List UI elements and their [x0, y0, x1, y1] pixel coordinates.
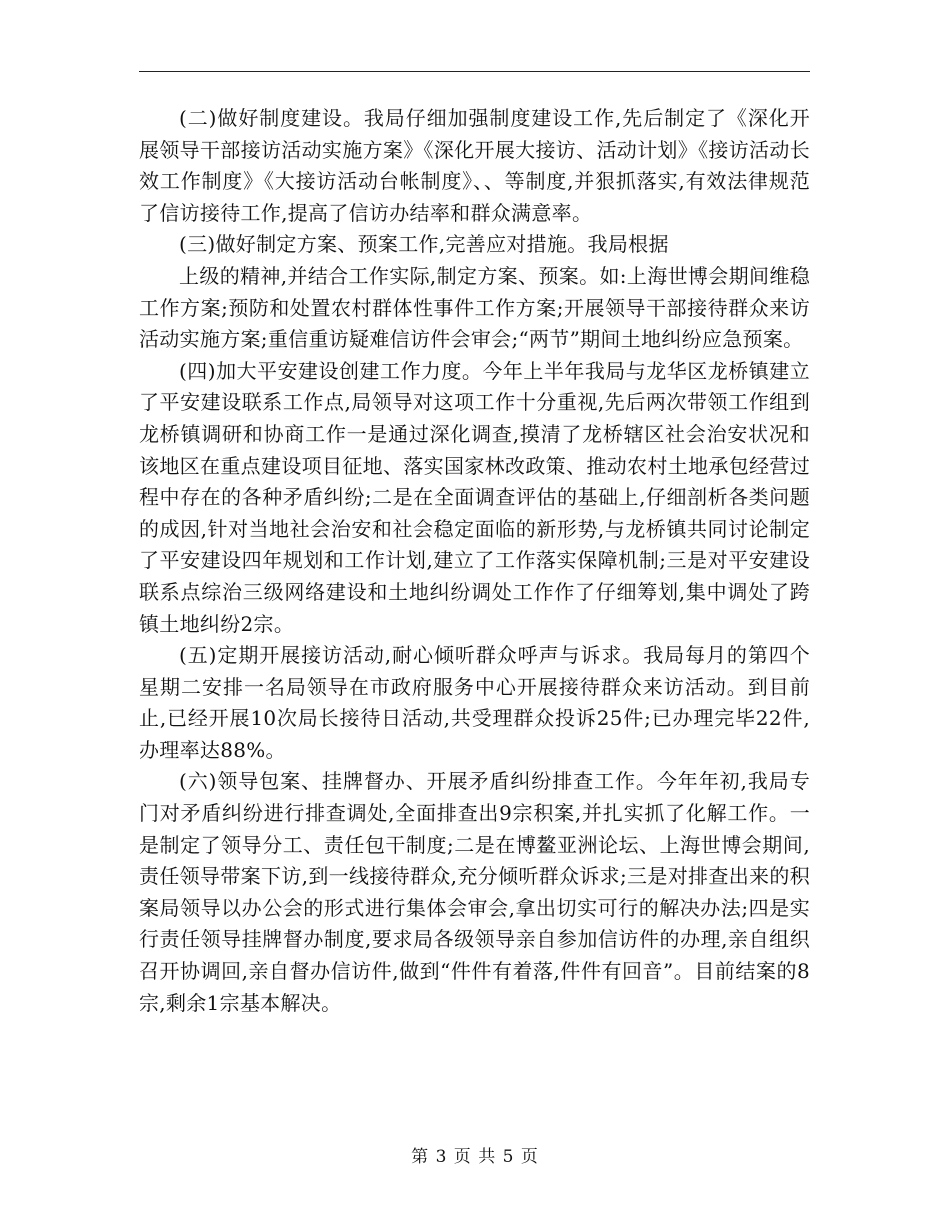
paragraph-safety-construction: (四)加大平安建设创建工作力度。今年上半年我局与龙华区龙桥镇建立了平安建设联系工作点,局领导对这项工作十分重视,先后两次带领工作组到龙桥镇调研和协商工作一是通过深化调查,摸清了龙桥辖区社会治安状况和该地区在重点建设项目征地、落实国家林改政策、推动农村土地承包经营过程中存在的各种矛盾纠纷;二是在全面调查评估的基础上,仔细剖析各类问题的成因,针对当地社会治安和社会稳定面临的新形势,与龙桥镇共同讨论制定了平安建设四年规划和工作计划,建立了工作落实保障机制;三是对平安建设联系点综治三级网络建设和土地纠纷调处工作作了仔细筹划,集中调处了跨镇土地纠纷2宗。: [139, 358, 810, 636]
document-body: [139, 103, 810, 1019]
paragraph-reception-activities: (五)定期开展接访活动,耐心倾听群众呼声与诉求。我局每月的第四个星期二安排一名局领导在市政府服务中心开展接待群众来访活动。到目前止,已经开展10次局长接待日活动,共受理群众投诉25件;已办理完毕22件,办理率达88%。: [139, 643, 810, 762]
paragraph-plans-body: 上级的精神,并结合工作实际,制定方案、预案。如:上海世博会期间维稳工作方案;预防和处置农村群体性事件工作方案;开展领导干部接待群众来访活动实施方案;重信重访疑难信访件会审会;“两节”期间土地纠纷应急预案。: [139, 263, 810, 352]
paragraph-system-building: (二)做好制度建设。我局仔细加强制度建设工作,先后制定了《深化开展领导干部接访活动实施方案》《深化开展大接访、活动计划》《接访活动长效工作制度》《大接访活动台帐制度》、、等制度,并狠抓落实,有效法律规范了信访接待工作,提高了信访办结率和群众满意率。: [139, 106, 810, 225]
paragraph-case-supervision: (六)领导包案、挂牌督办、开展矛盾纠纷排查工作。今年年初,我局专门对矛盾纠纷进行排查调处,全面排查出9宗积案,并扎实抓了化解工作。一是制定了领导分工、责任包干制度;二是在博鳌亚洲论坛、上海世博会期间,责任领导带案下访,到一线接待群众,充分倾听群众诉求;三是对排查出来的积案局领导以办公会的形式进行集体会审会,拿出切实可行的解决办法;四是实行责任领导挂牌督办制度,要求局各级领导亲自参加信访件的办理,亲自组织召开协调回,亲自督办信访件,做到“件件有着落,件件有回音”。目前结案的8宗,剩余1宗基本解决。: [139, 769, 810, 1015]
header-rule: [139, 71, 810, 72]
page-number-footer: 第 3 页 共 5 页: [411, 1147, 539, 1167]
paragraph-plans-heading: (三)做好制定方案、预案工作,完善应对措施。我局根据: [179, 232, 669, 257]
